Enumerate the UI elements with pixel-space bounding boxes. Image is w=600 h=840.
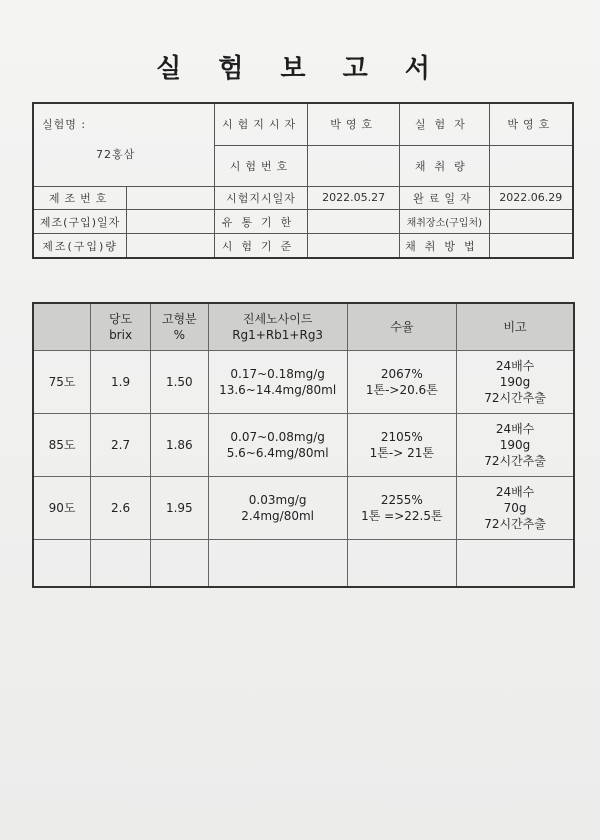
value-instruction-date: 2022.05.27 [308, 186, 400, 210]
label-instructor: 시험지시자 [214, 103, 307, 145]
label-instruction-date: 시험지시일자 [214, 186, 307, 210]
note-extraction: 72시간추출 [484, 517, 546, 531]
table-row [33, 477, 574, 540]
value-completion-date: 2022.06.29 [489, 186, 573, 210]
cell-yield [347, 414, 457, 477]
cell-note [457, 477, 574, 540]
ginsenoside-per-volume: 5.6~6.4mg/80ml [226, 446, 329, 460]
value-expiry [308, 210, 400, 234]
value-manufacture-number [127, 186, 215, 210]
cell-note [457, 414, 574, 477]
cell-yield [347, 477, 457, 540]
table-row-empty [33, 540, 574, 588]
experiment-name-cell [33, 103, 214, 186]
note-amount: 70g [503, 501, 527, 515]
header-sugar-unit: brix [109, 328, 133, 342]
header-empty [33, 303, 91, 351]
value-test-number [308, 145, 400, 186]
value-instructor: 박영호 [308, 103, 400, 145]
empty-cell [457, 540, 574, 588]
header-yield: 수율 [347, 303, 457, 351]
cell-brix: 2.6 [91, 477, 151, 540]
ginsenoside-per-gram: 0.07~0.08mg/g [230, 430, 325, 444]
cell-solids: 1.50 [150, 351, 208, 414]
note-extraction: 72시간추출 [484, 454, 546, 468]
value-sampling-method [489, 234, 573, 258]
header-note: 비고 [457, 303, 574, 351]
note-amount: 190g [499, 438, 531, 452]
ginsenoside-per-volume: 2.4mg/80ml [241, 509, 314, 523]
header-sugar [91, 303, 151, 351]
value-sample-amount [489, 145, 573, 186]
cell-yield [347, 351, 457, 414]
value-sampling-place [489, 210, 573, 234]
label-completion-date: 완료일자 [400, 186, 490, 210]
ginsenoside-per-gram: 0.17~0.18mg/g [230, 367, 325, 381]
page-title: 실 험 보 고 서 [156, 54, 444, 84]
cell-note [457, 351, 574, 414]
label-manufacture-number: 제조번호 [33, 186, 127, 210]
info-row [33, 234, 573, 258]
table-row [33, 414, 574, 477]
header-solids-label: 고형분 [161, 312, 197, 326]
value-tester: 박영호 [489, 103, 573, 145]
info-table [32, 102, 574, 259]
yield-percent: 2067% [380, 367, 423, 381]
cell-solids: 1.95 [150, 477, 208, 540]
label-tester: 실험자 [400, 103, 490, 145]
experiment-label: 실험명 : [42, 118, 87, 131]
empty-cell [33, 540, 91, 588]
header-ginsenoside-label: 진세노사이드 [242, 312, 313, 326]
product-name: 72홍삼 [96, 148, 136, 161]
label-sample-amount: 채취량 [400, 145, 490, 186]
label-manufacture-date: 제조(구입)일자 [33, 210, 127, 234]
yield-conversion: 1톤->20.6톤 [365, 383, 438, 397]
label-expiry: 유통기한 [214, 210, 307, 234]
cell-temperature: 90도 [33, 477, 91, 540]
info-row [33, 103, 573, 145]
label-sampling-place: 채취장소(구입처) [400, 210, 490, 234]
empty-cell [150, 540, 208, 588]
label-sampling-method: 채취방법 [400, 234, 490, 258]
info-row [33, 186, 573, 210]
results-table [32, 302, 575, 588]
ginsenoside-per-volume: 13.6~14.4mg/80ml [219, 383, 337, 397]
header-ginsenoside-unit: Rg1+Rb1+Rg3 [232, 328, 324, 342]
note-ratio: 24배수 [495, 422, 535, 436]
value-test-standard [308, 234, 400, 258]
yield-percent: 2255% [380, 493, 423, 507]
cell-temperature: 75도 [33, 351, 91, 414]
cell-solids: 1.86 [150, 414, 208, 477]
note-ratio: 24배수 [495, 359, 535, 373]
header-sugar-label: 당도 [108, 312, 133, 326]
table-row [33, 351, 574, 414]
empty-cell [208, 540, 347, 588]
note-amount: 190g [499, 375, 531, 389]
yield-conversion: 1톤-> 21톤 [369, 446, 434, 460]
info-row [33, 210, 573, 234]
note-ratio: 24배수 [495, 485, 535, 499]
note-extraction: 72시간추출 [484, 391, 546, 405]
yield-percent: 2105% [380, 430, 423, 444]
header-solids [150, 303, 208, 351]
label-test-standard: 시험기준 [214, 234, 307, 258]
cell-ginsenoside [208, 351, 347, 414]
ginsenoside-per-gram: 0.03mg/g [248, 493, 307, 507]
cell-brix: 1.9 [91, 351, 151, 414]
header-ginsenoside [208, 303, 347, 351]
cell-temperature: 85도 [33, 414, 91, 477]
cell-ginsenoside [208, 414, 347, 477]
label-test-number: 시험번호 [214, 145, 307, 186]
cell-brix: 2.7 [91, 414, 151, 477]
header-solids-unit: % [173, 328, 186, 342]
yield-conversion: 1톤 =>22.5톤 [361, 509, 443, 523]
empty-cell [347, 540, 457, 588]
value-manufacture-date [127, 210, 215, 234]
empty-cell [91, 540, 151, 588]
label-manufacture-qty: 제조(구입)량 [33, 234, 127, 258]
cell-ginsenoside [208, 477, 347, 540]
results-header-row [33, 303, 574, 351]
value-manufacture-qty [127, 234, 215, 258]
